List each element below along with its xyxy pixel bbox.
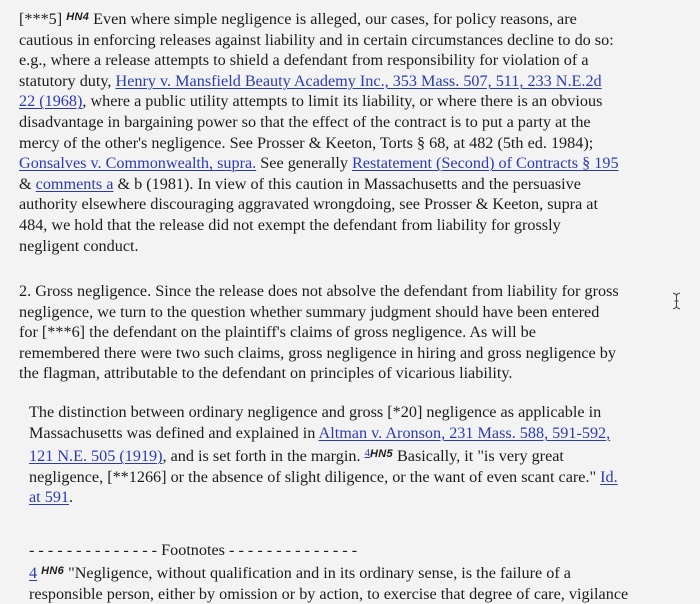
text-span: & b (1981). In view of this caution in Massachusetts and the persuasive — [113, 174, 581, 193]
citation-link-altman-cont[interactable]: 121 N.E. 505 (1919) — [29, 447, 163, 466]
text-line: 484, we hold that the release did not exempt the defendant from liability for grossly — [19, 215, 561, 234]
text-line: The distinction between ordinary negligence and gross [*20] negligence as applicable in — [29, 403, 602, 421]
text-line — [19, 174, 689, 195]
text-span: "Negligence, without qualification and in its ordinary sense, is the failure of a — [64, 564, 571, 582]
citation-link-henry-cont[interactable]: 22 (1968) — [19, 92, 83, 111]
text-line — [29, 487, 689, 508]
text-line: mercy of the other's negligence. See Prosser & Keeton, Torts § 68, at 482 (5th ed. 1984); — [19, 133, 594, 152]
citation-link-altman[interactable]: Altman v. Aronson, 231 Mass. 588, 591-592, — [318, 423, 611, 442]
text-line — [29, 443, 689, 467]
citation-link-id[interactable]: Id. — [600, 467, 618, 486]
paragraph-distinction — [29, 402, 689, 508]
citation-link-at-591[interactable]: at 591 — [29, 488, 70, 507]
text-cursor-icon — [672, 292, 681, 310]
text-span: See generally — [256, 154, 352, 173]
footnote-4 — [29, 561, 699, 604]
text-line — [29, 423, 689, 444]
citation-link-henry[interactable]: Henry v. Mansfield Beauty Academy Inc., 353 Mass. 507, 511, 233 N.E.2d — [115, 71, 602, 90]
text-line: authority elsewhere discouraging aggravated wrongdoing, see Prosser & Keeton, supra at — [19, 195, 598, 214]
text-line — [19, 7, 689, 30]
footnotes-divider: - - - - - - - - - - - - - - Footnotes - - - - - - - - - - - - - - — [29, 541, 358, 559]
text-line — [19, 153, 689, 174]
text-line: negligence, we turn to the question whether summary judgment should have been entered — [19, 302, 600, 321]
page-marker: [***5] — [19, 10, 67, 28]
text-line — [29, 561, 699, 584]
footnote-ref-link[interactable]: 4 — [364, 447, 371, 460]
text-line: for [***6] the defendant on the plaintiff's claims of gross negligence. As will be — [19, 323, 536, 342]
text-span: statutory duty, — [19, 71, 116, 90]
text-span: . — [69, 488, 74, 507]
paragraph-gross-negligence — [19, 281, 689, 384]
text-span: Massachusetts was defined and explained in — [29, 423, 319, 442]
text-span: Even where simple negligence is alleged, our cases, for policy reasons, are — [89, 10, 577, 28]
headnote-label[interactable]: HN6 — [41, 565, 65, 577]
text-line: 2. Gross negligence. Since the release does not absolve the defendant from liability for gross — [19, 282, 619, 300]
text-span: negligence, [**1266] or the absence of slight diligence, or the want of even scant care." — [29, 467, 601, 486]
headnote-label[interactable]: HN5 — [370, 448, 393, 461]
text-line: e.g., where a release attempts to shield a defendant from responsibility for violation of a — [19, 51, 589, 70]
headnote-label[interactable]: HN4 — [66, 11, 90, 23]
text-line: responsible person, either by omission or by action, to exercise that degree of care, vigilance — [29, 584, 629, 603]
text-line — [29, 467, 689, 488]
text-line — [19, 71, 689, 92]
text-span: Basically, it "is very great — [392, 447, 564, 466]
text-line: negligent conduct. — [19, 236, 139, 255]
footnote-number-link[interactable]: 4 — [29, 564, 38, 582]
text-line: remembered there were two such claims, gross negligence in hiring and gross negligence by — [19, 343, 616, 362]
text-span: , and is set forth in the margin. — [162, 447, 365, 466]
text-span: , where a public utility attempts to limit its liability, or where there is an obvious — [82, 92, 603, 111]
text-line: the flagman, attributable to the defendant on principles of vicarious liability. — [19, 364, 513, 383]
paragraph-release-caution — [19, 7, 689, 256]
text-line: disadvantage in bargaining power so that the effect of the contract is to put a party at the — [19, 112, 591, 131]
text-line: cautious in enforcing releases against liability and in certain circumstances decline to do so: — [19, 30, 614, 49]
text-span: & — [19, 174, 36, 193]
citation-link-restatement[interactable]: Restatement (Second) of Contracts § 195 — [351, 154, 619, 173]
citation-link-comments[interactable]: comments a — [35, 174, 114, 193]
text-line — [19, 91, 689, 112]
citation-link-gonsalves[interactable]: Gonsalves v. Commonwealth, supra. — [19, 154, 257, 173]
